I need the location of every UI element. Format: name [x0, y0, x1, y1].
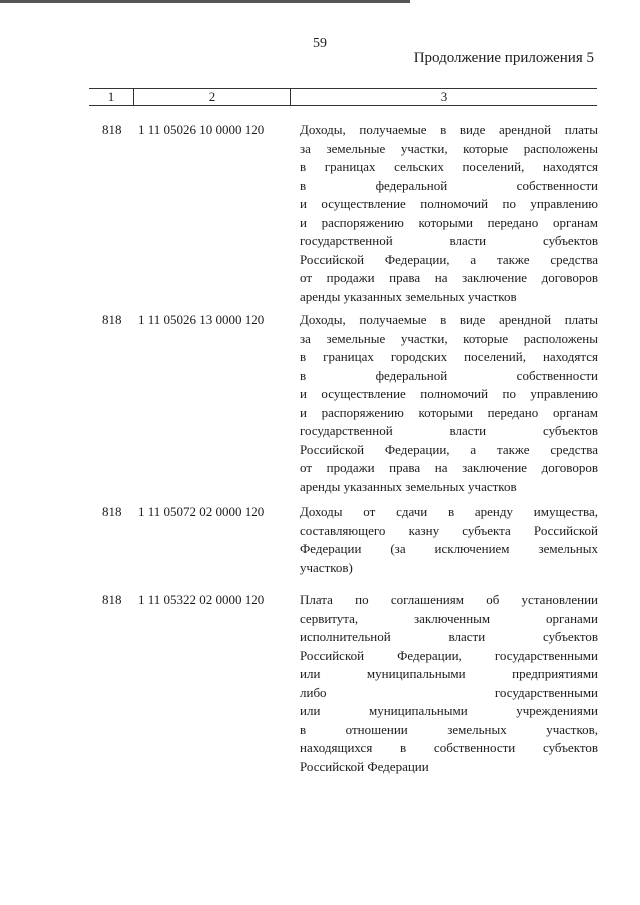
description-line: Доходы, получаемые в виде арендной платы [300, 312, 598, 327]
description-line: Российской Федерации, а также средства [300, 441, 598, 457]
description-line: Российской Федерации, а также средства [300, 251, 598, 267]
description-line: и осуществление полномочий по управлению [300, 386, 598, 401]
description-line: Доходы от сдачи в аренду имущества, [300, 504, 598, 519]
budget-classification-code: 1 11 05322 02 0000 120 [138, 592, 265, 607]
description-line: от продажи права на заключение договоров [300, 270, 598, 285]
description-line: в федеральной собственности [300, 177, 598, 193]
description-line: государственной власти субъектов [300, 423, 598, 438]
description-line: Доходы, получаемые в виде арендной платы [300, 122, 598, 137]
description-line: или муниципальными учреждениями [300, 703, 598, 718]
top-border-line [0, 0, 410, 3]
description-line: участков) [300, 559, 353, 575]
revenue-description [300, 121, 598, 306]
header-rule-bottom [89, 105, 597, 106]
description-line: аренды указанных земельных участков [300, 478, 517, 494]
description-line: государственной власти субъектов [300, 233, 598, 248]
description-line: и распоряжению которыми передано органам [300, 214, 598, 230]
description-line: в границах сельских поселений, находятся [300, 159, 598, 174]
appendix-continuation-label: Продолжение приложения 5 [413, 50, 594, 66]
description-line: исполнительной власти субъектов [300, 629, 598, 644]
admin-code: 818 [102, 504, 122, 519]
description-line: аренды указанных земельных участков [300, 288, 517, 304]
description-line: и осуществление полномочий по управлению [300, 196, 598, 211]
description-line: или муниципальными предприятиями [300, 666, 598, 681]
revenue-description [300, 311, 598, 496]
description-line: сервитута, заключенным органами [300, 610, 598, 626]
description-line: в границах городских поселений, находятся [300, 349, 598, 364]
budget-classification-code: 1 11 05026 13 0000 120 [138, 312, 265, 327]
table-header [89, 88, 597, 106]
description-line: в отношении земельных участков, [300, 721, 598, 737]
description-line: находящихся в собственности субъектов [300, 740, 598, 755]
budget-classification-code: 1 11 05072 02 0000 120 [138, 504, 265, 519]
admin-code: 818 [102, 122, 122, 137]
description-line: Российской Федерации [300, 758, 429, 774]
revenue-description [300, 503, 598, 577]
admin-code: 818 [102, 312, 122, 327]
header-column-3: 3 [440, 89, 448, 104]
admin-code: 818 [102, 592, 122, 607]
description-line: за земельные участки, которые расположены [300, 140, 598, 156]
description-line: Федерации (за исключением земельных [300, 541, 598, 556]
description-line: составляющего казну субъекта Российской [300, 522, 598, 538]
header-column-1: 1 [107, 89, 115, 104]
description-line: Российской Федерации, государственными [300, 647, 598, 663]
revenue-description [300, 591, 598, 776]
description-line: Плата по соглашениям об установлении [300, 592, 598, 607]
description-line: за земельные участки, которые расположены [300, 330, 598, 346]
page-number: 59 [313, 36, 327, 51]
description-line: и распоряжению которыми передано органам [300, 404, 598, 420]
budget-classification-code: 1 11 05026 10 0000 120 [138, 122, 265, 137]
description-line: либо государственными [300, 684, 598, 700]
description-line: от продажи права на заключение договоров [300, 460, 598, 475]
header-column-2: 2 [208, 89, 216, 104]
description-line: в федеральной собственности [300, 367, 598, 383]
